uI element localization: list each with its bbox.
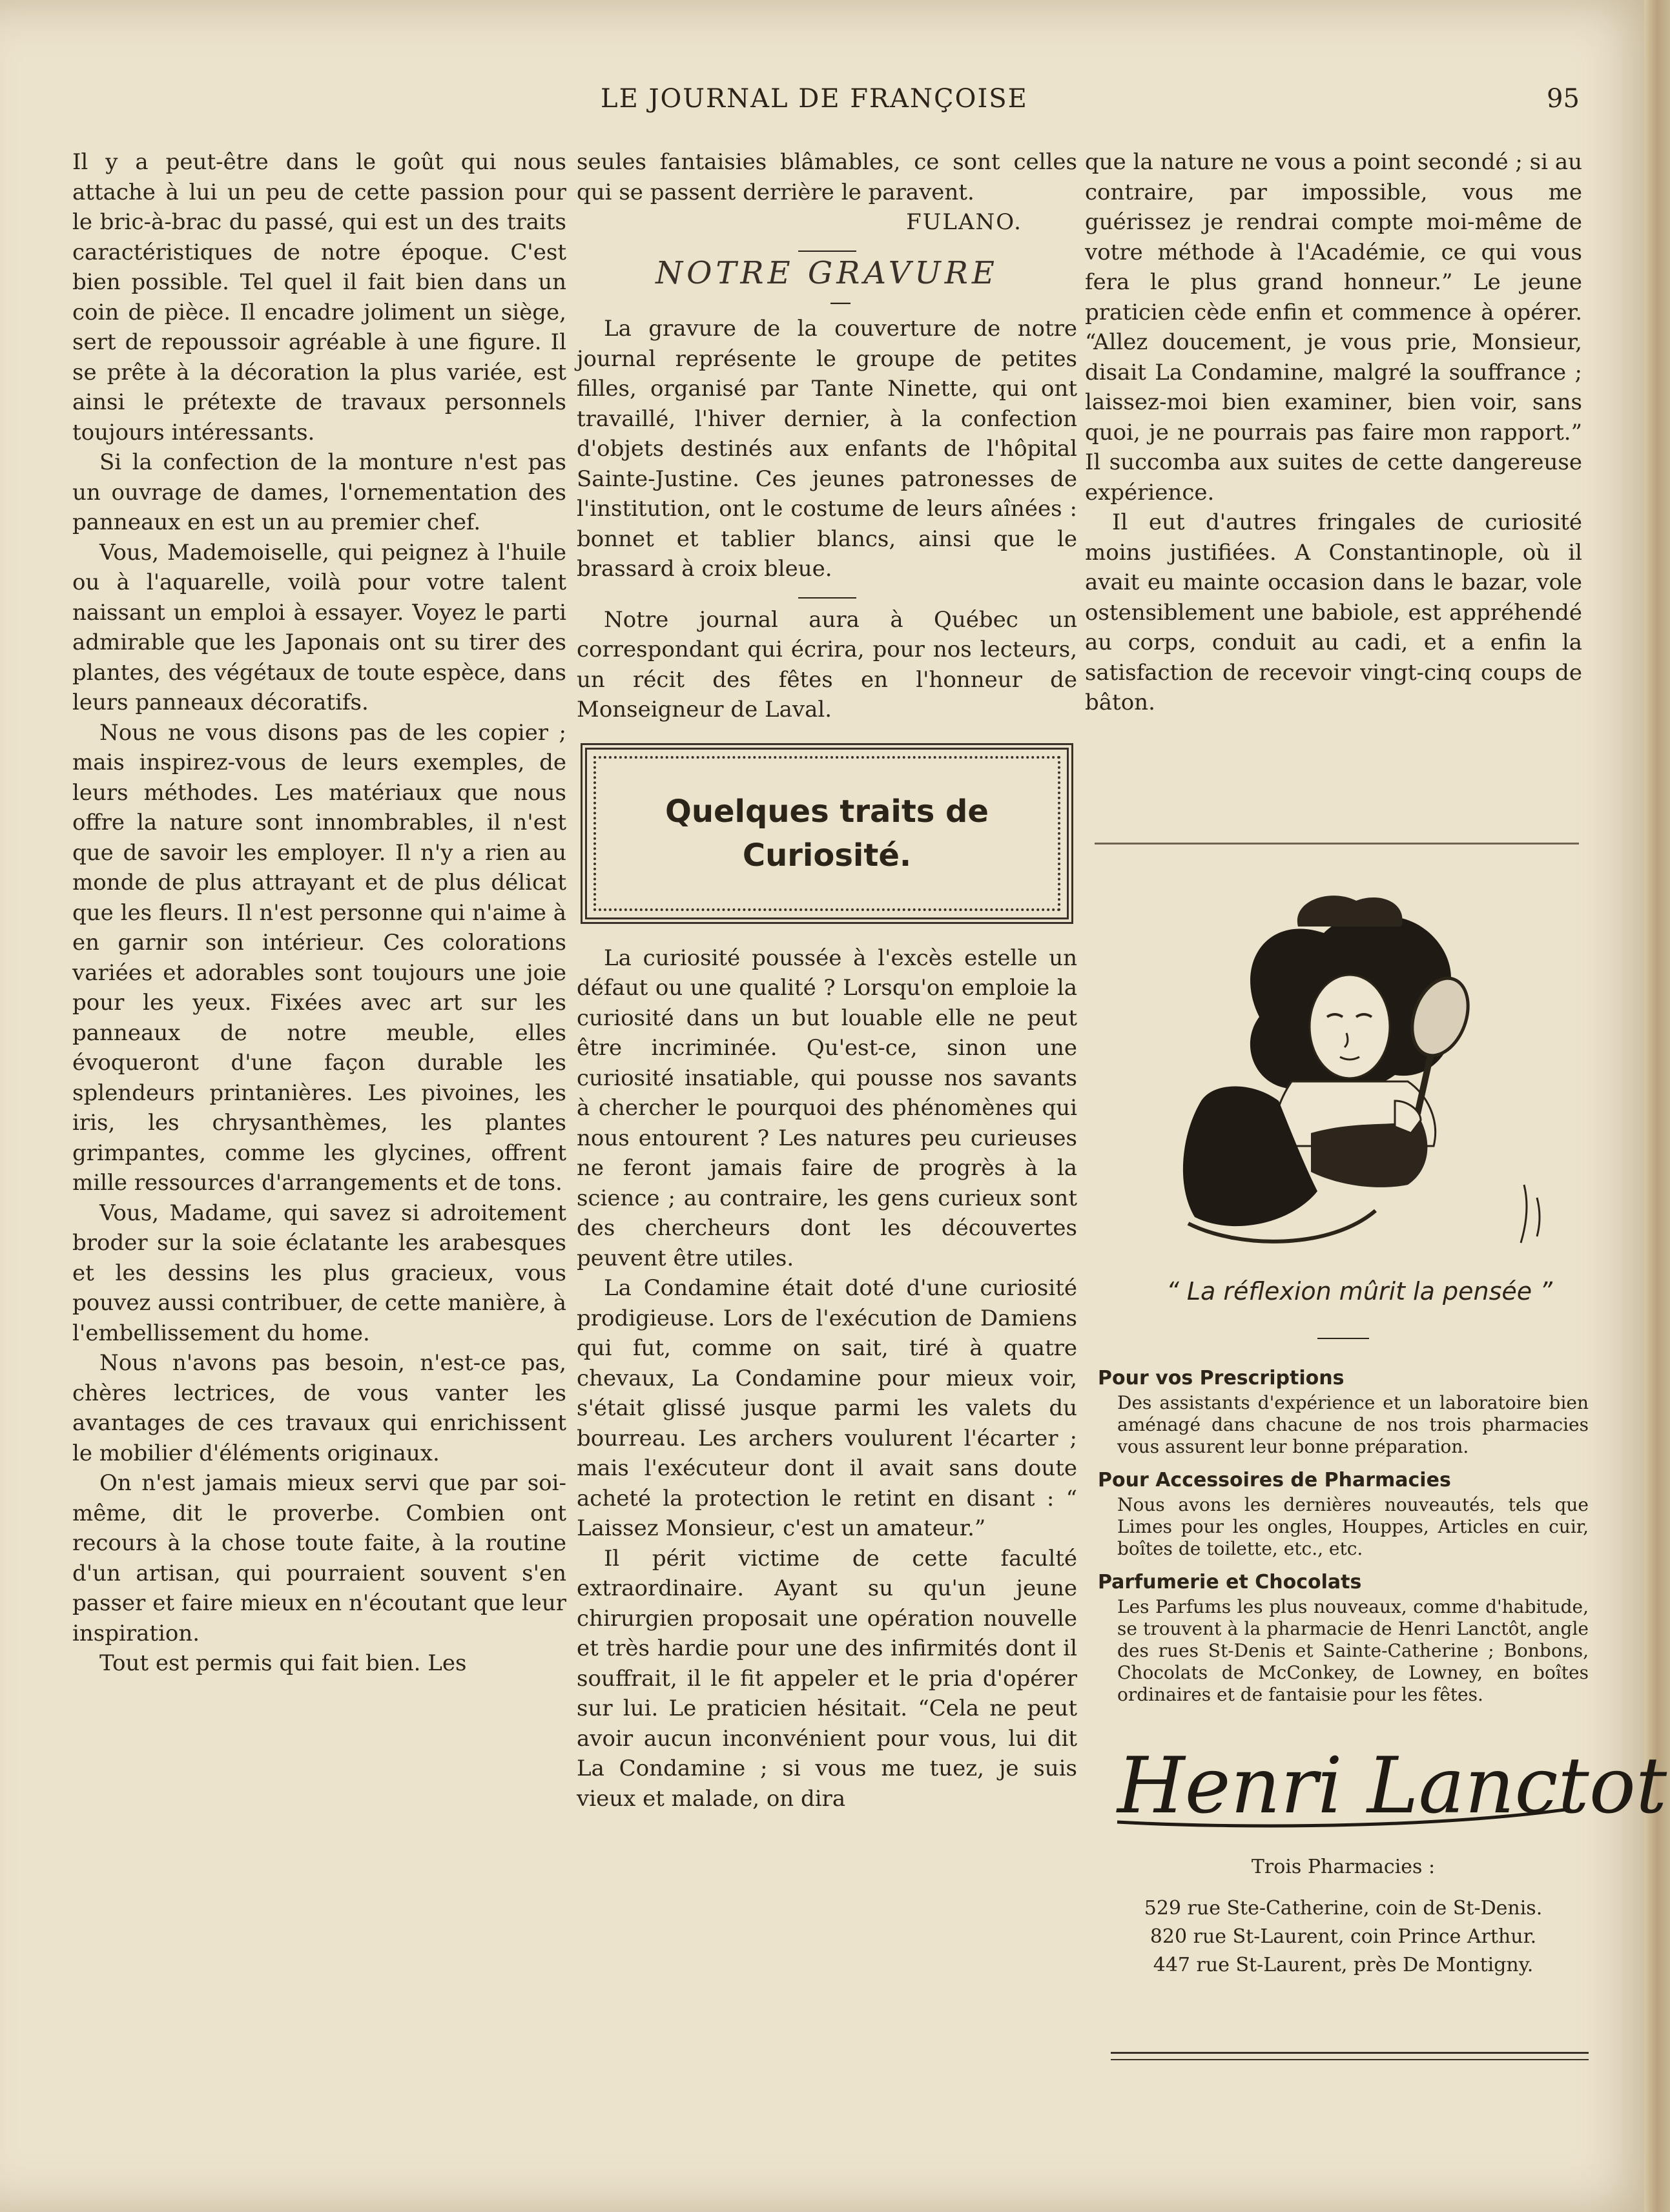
ad-text: Des assistants d'expérience et un laboratoire bien aménagé dans chacune de nos trois pharmacies vous assurent leur bonne préparation.	[1117, 1392, 1589, 1457]
henri-lanctot-script-logo	[1104, 1732, 1667, 1841]
running-head: LE JOURNAL DE FRANÇOISE	[601, 84, 1028, 114]
column-2	[577, 147, 1077, 1814]
article-title-box	[581, 743, 1073, 924]
paragraph: Nous ne vous disons pas de les copier ; mais inspirez-vous de leurs exemples, de leurs méthodes. Les matériaux que nous offre la nature sont innombrables, il n'est que de savoir les employer. Il n'y a rien au monde de plus attrayant et de plus délicat que les fleurs. Il n'est personne qui n'aime à en garnir son intérieur. Ces colorations variées et adorables sont toujours une joie pour les yeux. Fixées avec art sur les panneaux de notre meuble, elles évoqueront d'une façon durable les splendeurs printanières. Les pivoines, les iris, les chrysanthèmes, les plantes grimpantes, comme les glycines, offrent mille ressources d'arrangements et de tons.	[72, 719, 566, 1196]
ad-text: Nous avons les dernières nouveautés, tels que Limes pour les ongles, Houppes, Articles en cuir, boîtes de toilette, etc., etc.	[1117, 1494, 1589, 1559]
paragraph: On n'est jamais mieux servi que par soi-même, dit le proverbe. Combien ont recours à la chose toute faite, à la routine d'un artisan, qui pourraient souvent s'en passer et faire mieux en n'écoutant que leur inspiration.	[72, 1470, 566, 1646]
author-signature: FULANO.	[906, 209, 1022, 235]
paragraph: Vous, Madame, qui savez si adroitement broder sur la soie éclatante les arabesques et les dessins les plus gracieux, vous pouvez aussi contribuer, de cette manière, à l'embellissement du home.	[72, 1200, 566, 1346]
paragraph: La curiosité poussée à l'excès estelle un défaut ou une qualité ? Lorsqu'on emploie la curiosité dans un but louable elle ne peut être incriminée. Qu'est-ce, sinon une curiosité insatiable, qui pousse nos savants à chercher le pourquoi des phénomènes qui nous entourent ? Les natures peu curieuses ne feront jamais faire de progrès à la science ; au contraire, les gens curieux sont des chercheurs dont les découvertes peuvent être utiles.	[577, 945, 1077, 1271]
pharmacy-advertisement	[1098, 1367, 1667, 1980]
illustration-caption: “ La réflexion mûrit la pensée ”	[1166, 1277, 1552, 1306]
section-divider	[798, 597, 856, 599]
article-title-line: Curiosité.	[742, 837, 912, 874]
article-title-line: Quelques traits de	[665, 793, 989, 830]
woman-with-mirror-illustration	[1162, 888, 1563, 1272]
paragraph: Il périt victime de cette faculté extraordinaire. Ayant su qu'un jeune chirurgien proposait une opération nouvelle et très hardie pour une des infirmités dont il souffrait, il le fit appeler et le pria d'opérer sur lui. Le praticien hésitait. “Cela ne peut avoir aucun inconvénient pour vous, lui dit La Condamine ; si vous me tuez, je suis vieux et malade, on dira	[577, 1545, 1077, 1812]
ad-text: Les Parfums les plus nouveaux, comme d'habitude, se trouvent à la pharmacie de Henri Lanctôt, angle des rues St-Denis et Sainte-Catherine ; Bonbons, Chocolats de McConkey, de Lowney, en boîtes ordinaires et de fantaisie pour les fêtes.	[1117, 1596, 1589, 1705]
page-number: 95	[1547, 84, 1580, 114]
paragraph: La gravure de la couverture de notre journal représente le groupe de petites filles, organisé par Tante Ninette, qui ont travaillé, l'hiver dernier, à la confection d'objets destinés aux enfants de l'hôpital Sainte-Justine. Ces jeunes patronesses de l'institution, ont le costume de leurs aînées : bonnet et tablier blancs, ainsi que le brassard à croix bleue.	[577, 316, 1077, 582]
section-divider	[798, 251, 856, 252]
paragraph: Si la confection de la monture n'est pas un ouvrage de dames, l'ornementation des panneaux en est un au premier chef.	[72, 449, 566, 535]
ad-subtitle: Trois Pharmacies :	[1251, 1856, 1436, 1878]
section-title-gravure: NOTRE GRAVURE	[655, 254, 998, 291]
divider-rule	[1095, 843, 1579, 845]
paragraph: Tout est permis qui fait bien. Les	[99, 1650, 467, 1676]
address-line: 820 rue St-Laurent, coin Prince Arthur.	[1149, 1925, 1537, 1948]
bottom-double-rule	[1111, 2052, 1589, 2060]
logo-lettering: Henri Lanctot	[1117, 1741, 1667, 1831]
paragraph: Nous n'avons pas besoin, n'est-ce pas, chères lectrices, de vous vanter les avantages de ces travaux qui enrichissent le mobilier d'éléments originaux.	[72, 1350, 566, 1466]
paragraph: Il y a peut-être dans le goût qui nous attache à lui un peu de cette passion pour le bric-à-brac du passé, qui est un des traits caractéristiques de notre époque. C'est bien possible. Tel quel il fait bien dans un coin de pièce. Il encadre joliment un siège, sert de repoussoir agréable à une figure. Il se prête à la décoration la plus variée, est ainsi le prétexte de travaux personnels toujours intéressants.	[72, 149, 566, 445]
article-title	[587, 790, 1067, 877]
column-3	[1085, 147, 1582, 718]
ad-heading: Pour vos Prescriptions	[1098, 1367, 1345, 1389]
ad-heading: Pour Accessoires de Pharmacies	[1098, 1469, 1451, 1491]
paragraph: Vous, Mademoiselle, qui peignez à l'huile ou à l'aquarelle, voilà pour votre talent naissant un emploi à essayer. Voyez le parti admirable que les Japonais ont su tirer des plantes, des végétaux de toute espèce, dans leurs panneaux décoratifs.	[72, 539, 566, 715]
column-1	[72, 147, 566, 1679]
paragraph: Notre journal aura à Québec un correspondant qui écrira, pour nos lecteurs, un récit des fêtes en l'honneur de Monseigneur de Laval.	[577, 606, 1077, 722]
title-dash: —	[829, 289, 852, 315]
address-line: 529 rue Ste-Catherine, coin de St-Denis.	[1144, 1897, 1543, 1920]
paragraph: La Condamine était doté d'une curiosité prodigieuse. Lors de l'exécution de Damiens qui fut, comme on sait, tiré à quatre chevaux, La Condamine pour mieux voir, s'était glissé jusque parmi les valets du bourreau. Les archers voulurent l'écarter ; mais l'exécuteur dont il avait sans doute acheté la protection le retint en disant : “ Laissez Monsieur, c'est un amateur.”	[577, 1275, 1077, 1541]
address-line: 447 rue St-Laurent, près De Montigny.	[1153, 1954, 1534, 1976]
paragraph: que la nature ne vous a point secondé ; si au contraire, par impossible, vous me guérissez je rendrai compte moi-même de votre méthode à l'Académie, ce qui vous fera le plus grand honneur.” Le jeune praticien cède enfin et commence à opérer. “Allez doucement, je vous prie, Monsieur, disait La Condamine, malgré la souffrance ; laissez-moi bien examiner, bien voir, sans quoi, je ne pourrais pas faire mon rapport.” Il succomba aux suites de cette dangereuse expérience.	[1085, 149, 1582, 506]
divider-rule	[1317, 1338, 1369, 1339]
ad-heading: Parfumerie et Chocolats	[1098, 1571, 1362, 1593]
paragraph: Il eut d'autres fringales de curiosité moins justifiées. A Constantinople, où il avait eu mainte occasion dans le bazar, vole ostensiblement une babiole, est appréhendé au corps, conduit au cadi, et a enfin la satisfaction de recevoir vingt-cinq coups de bâton.	[1085, 509, 1582, 715]
paragraph: seules fantaisies blâmables, ce sont celles qui se passent derrière le paravent.	[577, 149, 1077, 205]
binding-edge	[1644, 0, 1670, 2212]
